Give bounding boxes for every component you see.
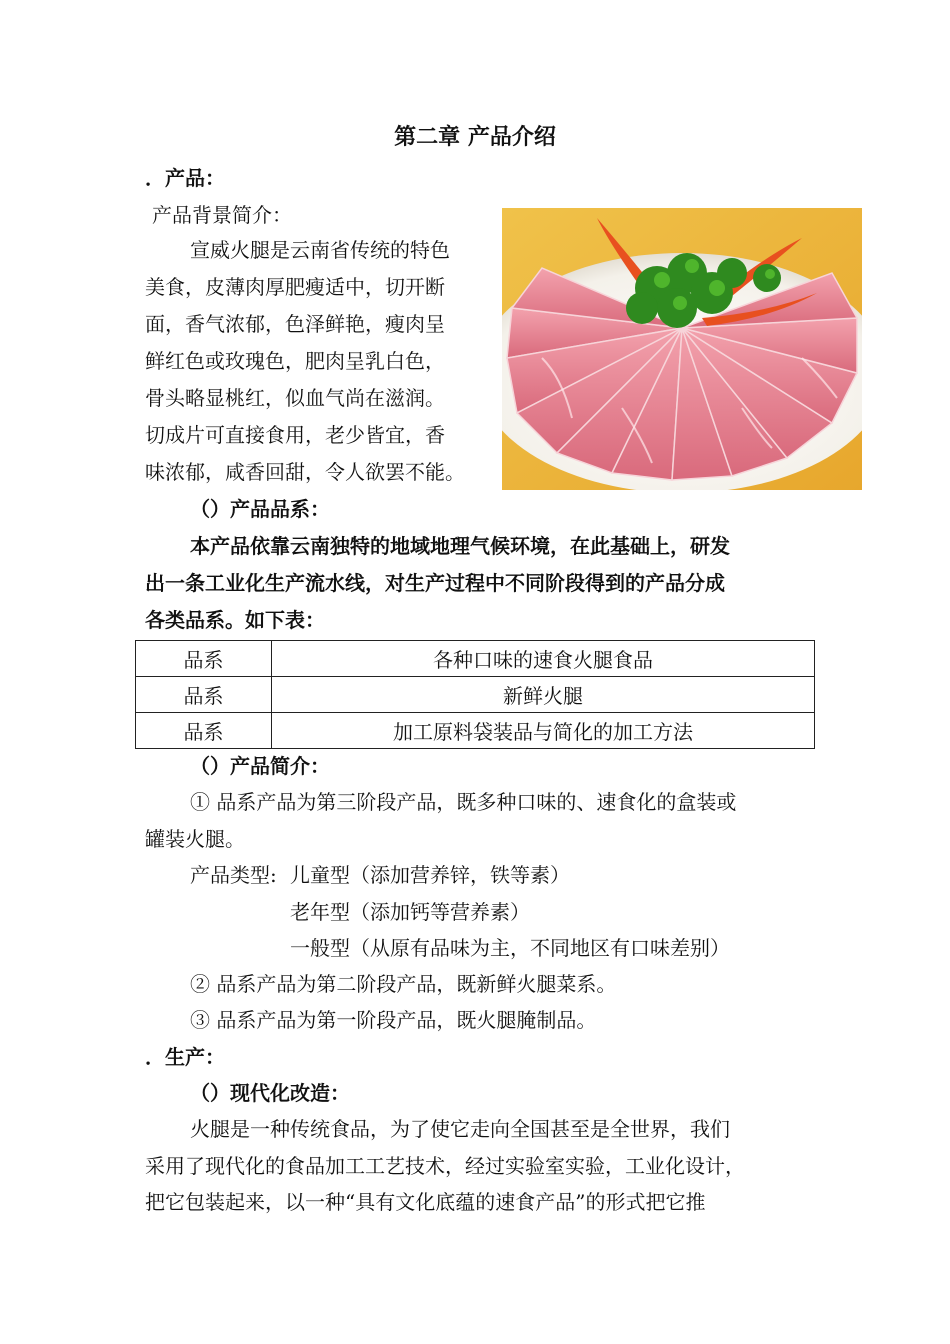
item-2: ② 品系产品为第二阶段产品，既新鲜火腿菜系。 — [190, 972, 617, 996]
page-title: 第二章 产品介绍 — [394, 124, 556, 150]
table-row — [136, 713, 815, 749]
background-line: 美食，皮薄肉厚肥瘦适中，切开断 — [145, 275, 445, 299]
table-cell-desc: 新鲜火腿 — [272, 677, 815, 713]
modern-line: 把它包装起来，以一种“具有文化底蕴的速食产品”的形式把它推 — [145, 1190, 706, 1214]
series-line: 出一条工业化生产流水线，对生产过程中不同阶段得到的产品分成 — [145, 571, 725, 595]
series-table — [135, 640, 815, 749]
background-line: 面，香气浓郁，色泽鲜艳，瘦肉呈 — [145, 312, 445, 336]
table-row — [136, 677, 815, 713]
item-3: ③ 品系产品为第一阶段产品，既火腿腌制品。 — [190, 1008, 597, 1032]
background-label: 产品背景简介： — [152, 203, 292, 227]
intro-line: ① 品系产品为第三阶段产品，既多种口味的、速食化的盒装或 — [190, 790, 737, 814]
series-line: 各类品系。如下表： — [145, 608, 325, 632]
table-cell-label: 品系 — [136, 713, 272, 749]
section-heading-product: ．产品： — [145, 166, 225, 190]
type-item: 一般型（从原有品味为主，不同地区有口味差别） — [290, 936, 730, 960]
intro-heading: （）产品简介： — [190, 754, 330, 778]
table-cell-desc: 加工原料袋装品与简化的加工方法 — [272, 713, 815, 749]
modern-line: 采用了现代化的食品加工工艺技术，经过实验室实验，工业化设计， — [145, 1154, 745, 1178]
intro-line: 罐装火腿。 — [145, 827, 245, 851]
modern-heading: （）现代化改造： — [190, 1081, 350, 1105]
type-item: 老年型（添加钙等营养素） — [290, 900, 530, 924]
background-line: 鲜红色或玫瑰色，肥肉呈乳白色， — [145, 349, 445, 373]
background-line: 宣威火腿是云南省传统的特色 — [190, 238, 450, 262]
types-label: 产品类型: — [190, 863, 277, 887]
table-cell-label: 品系 — [136, 677, 272, 713]
modern-line: 火腿是一种传统食品，为了使它走向全国甚至是全世界，我们 — [190, 1117, 730, 1141]
series-line: 本产品依靠云南独特的地域地理气候环境，在此基础上，研发 — [190, 534, 730, 558]
background-line: 切成片可直接食用，老少皆宜，香 — [145, 423, 445, 447]
table-cell-label: 品系 — [136, 641, 272, 677]
series-heading: （）产品品系： — [190, 497, 330, 521]
background-line: 骨头略显桃红，似血气尚在滋润。 — [145, 386, 445, 410]
ham-plate-image — [502, 208, 862, 490]
table-row — [136, 641, 815, 677]
type-item: 儿童型（添加营养锌，铁等素） — [290, 863, 570, 887]
section-heading-production: ．生产： — [145, 1045, 225, 1069]
background-line: 味浓郁，咸香回甜，令人欲罢不能。 — [145, 460, 465, 484]
table-cell-desc: 各种口味的速食火腿食品 — [272, 641, 815, 677]
